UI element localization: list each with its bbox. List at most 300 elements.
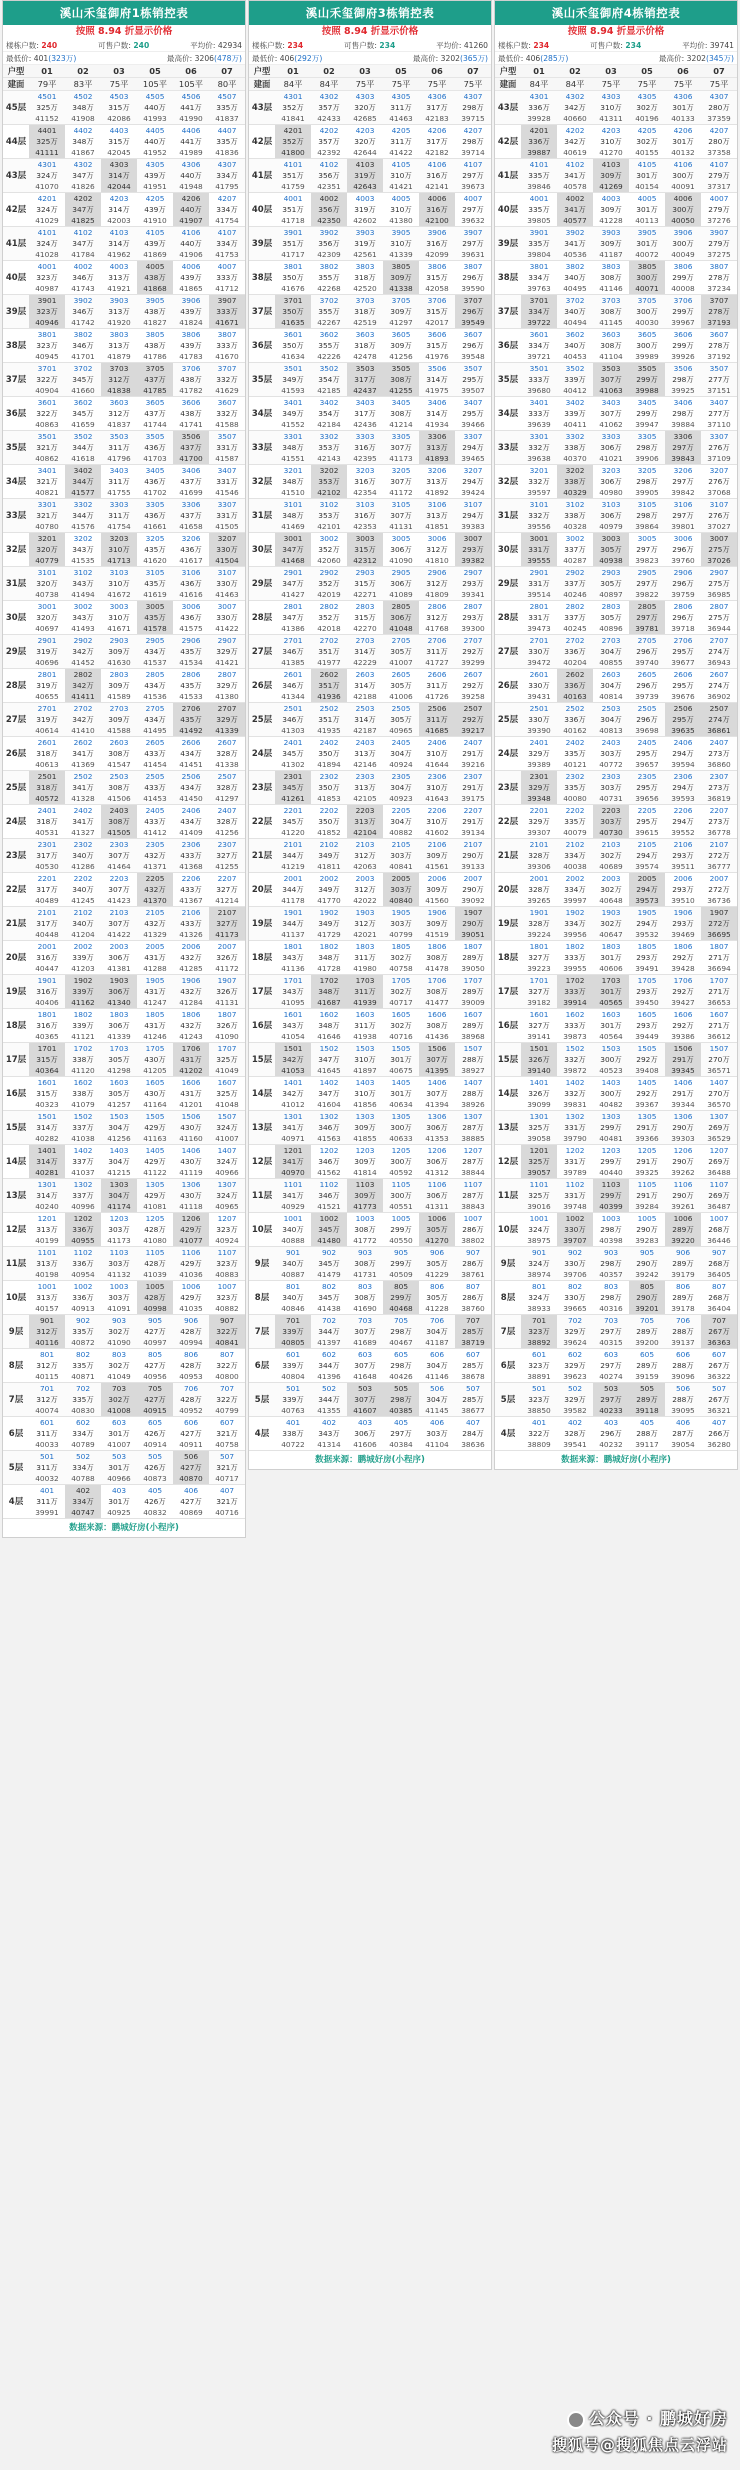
unit-cell[interactable]: 1507 324万 41007 bbox=[215, 1112, 239, 1143]
unit-cell[interactable]: 3203 310万 41713 bbox=[101, 533, 137, 566]
unit-cell[interactable]: 1101 341万 40929 bbox=[281, 1180, 305, 1211]
unit-cell[interactable]: 3901 335万 39804 bbox=[527, 228, 551, 259]
unit-cell[interactable]: 2002 339万 41203 bbox=[71, 942, 95, 973]
unit-cell[interactable]: 1907 326万 41131 bbox=[215, 976, 239, 1007]
unit-cell[interactable]: 401 311万 39991 bbox=[35, 1486, 59, 1517]
unit-cell[interactable]: 1201 341万 40970 bbox=[275, 1145, 311, 1178]
unit-cell[interactable]: 4307 280万 37359 bbox=[707, 92, 731, 123]
unit-cell[interactable]: 2603 304万 40814 bbox=[599, 670, 623, 701]
unit-cell[interactable]: 3107 276万 37027 bbox=[707, 500, 731, 531]
unit-cell[interactable]: 3807 333万 41670 bbox=[215, 330, 239, 361]
unit-cell[interactable]: 3505 299万 39988 bbox=[629, 363, 665, 396]
unit-cell[interactable]: 4203 320万 42644 bbox=[353, 126, 377, 157]
unit-cell[interactable]: 1701 315万 40364 bbox=[29, 1043, 65, 1076]
unit-cell[interactable]: 2807 275万 36944 bbox=[707, 602, 731, 633]
unit-cell[interactable]: 3206 313万 41892 bbox=[425, 466, 449, 497]
unit-cell[interactable]: 4005 301万 40113 bbox=[635, 194, 659, 225]
unit-cell[interactable]: 501 311万 40032 bbox=[35, 1452, 59, 1483]
unit-cell[interactable]: 3707 296万 39549 bbox=[455, 295, 491, 328]
unit-cell[interactable]: 3806 299万 40008 bbox=[671, 262, 695, 293]
unit-cell[interactable]: 1406 430万 41119 bbox=[179, 1146, 203, 1177]
unit-cell[interactable]: 1302 346万 41563 bbox=[317, 1112, 341, 1143]
unit-cell[interactable]: 2205 295万 39615 bbox=[635, 806, 659, 837]
unit-cell[interactable]: 503 307万 41607 bbox=[347, 1383, 383, 1416]
unit-cell[interactable]: 1306 430万 41118 bbox=[179, 1180, 203, 1211]
unit-cell[interactable]: 1603 311万 41938 bbox=[353, 1010, 377, 1041]
unit-cell[interactable]: 1202 336万 40955 bbox=[65, 1213, 101, 1246]
unit-cell[interactable]: 2502 351万 41935 bbox=[317, 704, 341, 735]
unit-cell[interactable]: 1907 272万 36695 bbox=[701, 907, 737, 940]
unit-cell[interactable]: 2606 434万 41451 bbox=[179, 738, 203, 769]
unit-cell[interactable]: 1503 300万 40523 bbox=[599, 1044, 623, 1075]
unit-cell[interactable]: 2702 336万 40204 bbox=[563, 636, 587, 667]
unit-cell[interactable]: 4007 333万 41712 bbox=[215, 262, 239, 293]
unit-cell[interactable]: 2402 341万 41327 bbox=[71, 806, 95, 837]
unit-cell[interactable]: 2007 290万 39092 bbox=[461, 874, 485, 905]
unit-cell[interactable]: 4405 440万 41952 bbox=[143, 126, 167, 157]
unit-cell[interactable]: 3003 315万 42312 bbox=[347, 533, 383, 566]
unit-cell[interactable]: 3202 353万 42102 bbox=[311, 465, 347, 498]
unit-cell[interactable]: 1501 326万 39140 bbox=[521, 1043, 557, 1076]
unit-cell[interactable]: 1402 332万 39831 bbox=[563, 1078, 587, 1109]
unit-cell[interactable]: 506 304万 41145 bbox=[425, 1384, 449, 1415]
unit-cell[interactable]: 1202 346万 41562 bbox=[317, 1146, 341, 1177]
unit-cell[interactable]: 3601 350万 41634 bbox=[281, 330, 305, 361]
unit-cell[interactable]: 3201 320万 40779 bbox=[29, 533, 65, 566]
unit-cell[interactable]: 1403 304万 41215 bbox=[107, 1146, 131, 1177]
unit-cell[interactable]: 2403 313万 42146 bbox=[353, 738, 377, 769]
unit-cell[interactable]: 1007 286万 38802 bbox=[461, 1214, 485, 1245]
unit-cell[interactable]: 3401 333万 39639 bbox=[527, 398, 551, 429]
unit-cell[interactable]: 1305 291万 39366 bbox=[635, 1112, 659, 1143]
unit-cell[interactable]: 3403 317万 42436 bbox=[353, 398, 377, 429]
unit-cell[interactable]: 4201 352万 41800 bbox=[275, 125, 311, 158]
unit-cell[interactable]: 3005 435万 41578 bbox=[137, 601, 173, 634]
unit-cell[interactable]: 1803 301万 40606 bbox=[599, 942, 623, 973]
unit-cell[interactable]: 1805 431万 41246 bbox=[143, 1010, 167, 1041]
unit-cell[interactable]: 602 344万 41396 bbox=[317, 1350, 341, 1381]
unit-cell[interactable]: 4203 310万 41270 bbox=[599, 126, 623, 157]
unit-cell[interactable]: 3506 314万 41975 bbox=[425, 364, 449, 395]
unit-cell[interactable]: 1307 269万 36529 bbox=[707, 1112, 731, 1143]
unit-cell[interactable]: 2806 296万 39718 bbox=[671, 602, 695, 633]
unit-cell[interactable]: 2607 292万 39258 bbox=[461, 670, 485, 701]
unit-cell[interactable]: 3705 300万 40030 bbox=[635, 296, 659, 327]
unit-cell[interactable]: 2905 297万 39822 bbox=[635, 568, 659, 599]
unit-cell[interactable]: 2005 431万 41288 bbox=[143, 942, 167, 973]
unit-cell[interactable]: 2906 312万 41809 bbox=[425, 568, 449, 599]
unit-cell[interactable]: 1002 336万 40913 bbox=[71, 1282, 95, 1313]
unit-cell[interactable]: 2103 312万 42063 bbox=[353, 840, 377, 871]
unit-cell[interactable]: 2405 304万 40924 bbox=[389, 738, 413, 769]
unit-cell[interactable]: 3206 436万 41617 bbox=[179, 534, 203, 565]
unit-cell[interactable]: 2305 304万 40923 bbox=[389, 772, 413, 803]
unit-cell[interactable]: 1401 326万 39099 bbox=[527, 1078, 551, 1109]
unit-cell[interactable]: 3103 310万 41672 bbox=[107, 568, 131, 599]
unit-cell[interactable]: 1006 289万 39220 bbox=[665, 1213, 701, 1246]
unit-cell[interactable]: 4303 314万 42044 bbox=[101, 159, 137, 192]
unit-cell[interactable]: 3007 275万 37026 bbox=[701, 533, 737, 566]
unit-cell[interactable]: 4101 324万 41028 bbox=[35, 228, 59, 259]
unit-cell[interactable]: 407 266万 36280 bbox=[707, 1418, 731, 1449]
unit-cell[interactable]: 1805 302万 40758 bbox=[389, 942, 413, 973]
unit-cell[interactable]: 707 285万 38719 bbox=[455, 1315, 491, 1348]
unit-cell[interactable]: 1103 303万 41132 bbox=[107, 1248, 131, 1279]
unit-cell[interactable]: 3306 297万 39843 bbox=[665, 431, 701, 464]
unit-cell[interactable]: 2003 302万 40648 bbox=[599, 874, 623, 905]
unit-cell[interactable]: 2102 349万 41811 bbox=[317, 840, 341, 871]
unit-cell[interactable]: 607 285万 38678 bbox=[461, 1350, 485, 1381]
unit-cell[interactable]: 1407 270万 36570 bbox=[707, 1078, 731, 1109]
unit-cell[interactable]: 4102 341万 40578 bbox=[563, 160, 587, 191]
unit-cell[interactable]: 701 323万 38892 bbox=[521, 1315, 557, 1348]
unit-cell[interactable]: 3902 341万 40536 bbox=[563, 228, 587, 259]
unit-cell[interactable]: 2101 344万 41219 bbox=[281, 840, 305, 871]
unit-cell[interactable]: 2307 291万 39175 bbox=[461, 772, 485, 803]
unit-cell[interactable]: 2606 311万 41726 bbox=[425, 670, 449, 701]
unit-cell[interactable]: 4407 335万 41836 bbox=[215, 126, 239, 157]
unit-cell[interactable]: 3903 313万 41920 bbox=[107, 296, 131, 327]
unit-cell[interactable]: 1807 271万 36694 bbox=[707, 942, 731, 973]
unit-cell[interactable]: 406 287万 39054 bbox=[671, 1418, 695, 1449]
unit-cell[interactable]: 1007 268万 36446 bbox=[707, 1214, 731, 1245]
unit-cell[interactable]: 2907 293万 39341 bbox=[461, 568, 485, 599]
unit-cell[interactable]: 3003 310万 41671 bbox=[107, 602, 131, 633]
unit-cell[interactable]: 3406 437万 41699 bbox=[179, 466, 203, 497]
unit-cell[interactable]: 3503 307万 41063 bbox=[593, 363, 629, 396]
unit-cell[interactable]: 3105 298万 39864 bbox=[635, 500, 659, 531]
unit-cell[interactable]: 3907 333万 41671 bbox=[209, 295, 245, 328]
unit-cell[interactable]: 4005 310万 41380 bbox=[389, 194, 413, 225]
unit-cell[interactable]: 3405 436万 41702 bbox=[143, 466, 167, 497]
unit-cell[interactable]: 3605 300万 39989 bbox=[635, 330, 659, 361]
unit-cell[interactable]: 802 345万 41438 bbox=[317, 1282, 341, 1313]
unit-cell[interactable]: 3702 340万 40494 bbox=[563, 296, 587, 327]
unit-cell[interactable]: 4303 310万 41311 bbox=[599, 92, 623, 123]
unit-cell[interactable]: 2906 296万 39759 bbox=[671, 568, 695, 599]
unit-cell[interactable]: 2205 304万 40882 bbox=[389, 806, 413, 837]
unit-cell[interactable]: 4103 309万 41269 bbox=[593, 159, 629, 192]
unit-cell[interactable]: 3701 350万 41635 bbox=[275, 295, 311, 328]
unit-cell[interactable]: 1502 332万 39872 bbox=[563, 1044, 587, 1075]
unit-cell[interactable]: 2005 303万 40840 bbox=[383, 873, 419, 906]
unit-cell[interactable]: 1107 323万 40883 bbox=[215, 1248, 239, 1279]
unit-cell[interactable]: 2303 307万 41464 bbox=[107, 840, 131, 871]
unit-cell[interactable]: 2602 341万 41369 bbox=[71, 738, 95, 769]
unit-cell[interactable]: 3002 337万 40287 bbox=[563, 534, 587, 565]
unit-cell[interactable]: 2503 304万 40813 bbox=[599, 704, 623, 735]
unit-cell[interactable]: 4003 319万 42602 bbox=[353, 194, 377, 225]
unit-cell[interactable]: 1406 291万 39344 bbox=[671, 1078, 695, 1109]
unit-cell[interactable]: 801 312万 40115 bbox=[35, 1350, 59, 1381]
unit-cell[interactable]: 805 299万 40468 bbox=[383, 1281, 419, 1314]
unit-cell[interactable]: 3607 278万 37192 bbox=[707, 330, 731, 361]
unit-cell[interactable]: 2805 297万 39781 bbox=[629, 601, 665, 634]
unit-cell[interactable]: 3405 299万 39947 bbox=[635, 398, 659, 429]
unit-cell[interactable]: 2805 306万 41048 bbox=[383, 601, 419, 634]
unit-cell[interactable]: 702 335万 40830 bbox=[71, 1384, 95, 1415]
unit-cell[interactable]: 2401 329万 39389 bbox=[527, 738, 551, 769]
unit-cell[interactable]: 3301 321万 40780 bbox=[35, 500, 59, 531]
unit-cell[interactable]: 403 301万 40925 bbox=[107, 1486, 131, 1517]
unit-cell[interactable]: 3303 311万 41754 bbox=[107, 500, 131, 531]
unit-cell[interactable]: 3105 435万 41619 bbox=[143, 568, 167, 599]
unit-cell[interactable]: 4105 301万 40154 bbox=[635, 160, 659, 191]
unit-cell[interactable]: 2101 328万 39306 bbox=[527, 840, 551, 871]
unit-cell[interactable]: 2502 336万 40162 bbox=[563, 704, 587, 735]
unit-cell[interactable]: 3401 349万 41552 bbox=[281, 398, 305, 429]
unit-cell[interactable]: 2103 307万 41422 bbox=[107, 908, 131, 939]
unit-cell[interactable]: 1003 308万 41772 bbox=[353, 1214, 377, 1245]
unit-cell[interactable]: 4107 297万 39673 bbox=[461, 160, 485, 191]
unit-cell[interactable]: 3405 308万 41214 bbox=[389, 398, 413, 429]
unit-cell[interactable]: 4001 323万 40987 bbox=[35, 262, 59, 293]
unit-cell[interactable]: 1103 309万 41773 bbox=[347, 1179, 383, 1212]
unit-cell[interactable]: 1105 291万 39284 bbox=[635, 1180, 659, 1211]
unit-cell[interactable]: 1407 324万 40966 bbox=[215, 1146, 239, 1177]
unit-cell[interactable]: 2803 305万 40896 bbox=[599, 602, 623, 633]
unit-cell[interactable]: 1601 327万 39141 bbox=[527, 1010, 551, 1041]
unit-cell[interactable]: 2501 346万 41303 bbox=[281, 704, 305, 735]
unit-cell[interactable]: 2702 351万 41977 bbox=[317, 636, 341, 667]
unit-cell[interactable]: 3407 331万 41546 bbox=[215, 466, 239, 497]
unit-cell[interactable]: 3706 299万 39967 bbox=[671, 296, 695, 327]
unit-cell[interactable]: 2405 295万 39657 bbox=[635, 738, 659, 769]
unit-cell[interactable]: 405 426万 40832 bbox=[143, 1486, 167, 1517]
unit-cell[interactable]: 3307 294万 39465 bbox=[461, 432, 485, 463]
unit-cell[interactable]: 2801 347万 41386 bbox=[281, 602, 305, 633]
unit-cell[interactable]: 3205 435万 41620 bbox=[143, 534, 167, 565]
unit-cell[interactable]: 1706 292万 39427 bbox=[671, 976, 695, 1007]
unit-cell[interactable]: 2001 316万 40447 bbox=[35, 942, 59, 973]
unit-cell[interactable]: 1905 431万 41247 bbox=[143, 976, 167, 1007]
unit-cell[interactable]: 2303 303万 40731 bbox=[599, 772, 623, 803]
unit-cell[interactable]: 2103 302万 40689 bbox=[599, 840, 623, 871]
unit-cell[interactable]: 2907 329万 41421 bbox=[215, 636, 239, 667]
unit-cell[interactable]: 2406 434万 41409 bbox=[179, 806, 203, 837]
unit-cell[interactable]: 2806 312万 41768 bbox=[425, 602, 449, 633]
unit-cell[interactable]: 1705 293万 39450 bbox=[635, 976, 659, 1007]
unit-cell[interactable]: 4306 301万 40133 bbox=[671, 92, 695, 123]
unit-cell[interactable]: 4302 342万 40660 bbox=[563, 92, 587, 123]
unit-cell[interactable]: 3302 338万 40370 bbox=[563, 432, 587, 463]
unit-cell[interactable]: 1003 298万 40398 bbox=[599, 1214, 623, 1245]
unit-cell[interactable]: 2905 306万 41089 bbox=[389, 568, 413, 599]
unit-cell[interactable]: 4301 352万 41841 bbox=[281, 92, 305, 123]
unit-cell[interactable]: 3807 296万 39590 bbox=[461, 262, 485, 293]
unit-cell[interactable]: 1301 325万 39058 bbox=[527, 1112, 551, 1143]
unit-cell[interactable]: 1902 339万 41162 bbox=[65, 975, 101, 1008]
unit-cell[interactable]: 1405 429万 41122 bbox=[143, 1146, 167, 1177]
unit-cell[interactable]: 403 296万 40232 bbox=[599, 1418, 623, 1449]
unit-cell[interactable]: 3805 300万 40071 bbox=[629, 261, 665, 294]
unit-cell[interactable]: 1006 429万 41035 bbox=[179, 1282, 203, 1313]
unit-cell[interactable]: 1201 325万 39057 bbox=[521, 1145, 557, 1178]
unit-cell[interactable]: 4305 311万 41463 bbox=[389, 92, 413, 123]
unit-cell[interactable]: 2807 293万 39300 bbox=[461, 602, 485, 633]
unit-cell[interactable]: 2406 294万 39594 bbox=[671, 738, 695, 769]
unit-cell[interactable]: 4206 317万 42182 bbox=[425, 126, 449, 157]
unit-cell[interactable]: 1903 312万 42021 bbox=[353, 908, 377, 939]
unit-cell[interactable]: 1607 271万 36612 bbox=[707, 1010, 731, 1041]
unit-cell[interactable]: 2306 433万 41368 bbox=[179, 840, 203, 871]
unit-cell[interactable]: 3906 439万 41824 bbox=[179, 296, 203, 327]
unit-cell[interactable]: 4006 316万 42100 bbox=[419, 193, 455, 226]
unit-cell[interactable]: 4201 324万 41029 bbox=[35, 194, 59, 225]
unit-cell[interactable]: 2707 274万 36943 bbox=[707, 636, 731, 667]
unit-cell[interactable]: 1401 342万 41012 bbox=[281, 1078, 305, 1109]
unit-cell[interactable]: 2507 292万 39217 bbox=[455, 703, 491, 736]
unit-cell[interactable]: 1602 333万 39873 bbox=[563, 1010, 587, 1041]
unit-cell[interactable]: 4203 314万 42003 bbox=[107, 194, 131, 225]
unit-cell[interactable]: 1301 314万 40240 bbox=[35, 1180, 59, 1211]
unit-cell[interactable]: 3903 309万 41187 bbox=[599, 228, 623, 259]
unit-cell[interactable]: 2601 330万 39431 bbox=[527, 670, 551, 701]
unit-cell[interactable]: 4001 335万 39805 bbox=[527, 194, 551, 225]
unit-cell[interactable]: 3906 316万 42099 bbox=[425, 228, 449, 259]
unit-cell[interactable]: 3706 438万 41782 bbox=[179, 364, 203, 395]
unit-cell[interactable]: 1903 302万 40647 bbox=[599, 908, 623, 939]
unit-cell[interactable]: 1205 428万 41080 bbox=[143, 1214, 167, 1245]
unit-cell[interactable]: 3807 278万 37234 bbox=[707, 262, 731, 293]
unit-cell[interactable]: 3105 307万 41131 bbox=[389, 500, 413, 531]
unit-cell[interactable]: 3006 436万 41575 bbox=[179, 602, 203, 633]
unit-cell[interactable]: 2401 318万 40531 bbox=[35, 806, 59, 837]
unit-cell[interactable]: 1406 307万 41394 bbox=[425, 1078, 449, 1109]
unit-cell[interactable]: 1505 429万 41163 bbox=[143, 1112, 167, 1143]
unit-cell[interactable]: 1405 292万 39367 bbox=[635, 1078, 659, 1109]
unit-cell[interactable]: 2506 434万 41450 bbox=[179, 772, 203, 803]
unit-cell[interactable]: 3005 306万 41090 bbox=[389, 534, 413, 565]
unit-cell[interactable]: 4003 313万 41921 bbox=[107, 262, 131, 293]
unit-cell[interactable]: 802 330万 39665 bbox=[563, 1282, 587, 1313]
unit-cell[interactable]: 3407 295万 39466 bbox=[461, 398, 485, 429]
unit-cell[interactable]: 3306 313万 41893 bbox=[419, 431, 455, 464]
unit-cell[interactable]: 403 306万 41606 bbox=[353, 1418, 377, 1449]
unit-cell[interactable]: 4207 280万 37358 bbox=[707, 126, 731, 157]
unit-cell[interactable]: 2803 315万 42270 bbox=[353, 602, 377, 633]
unit-cell[interactable]: 2503 308万 41506 bbox=[107, 772, 131, 803]
unit-cell[interactable]: 2706 295万 39677 bbox=[671, 636, 695, 667]
unit-cell[interactable]: 807 286万 38760 bbox=[461, 1282, 485, 1313]
unit-cell[interactable]: 902 335万 40872 bbox=[71, 1316, 95, 1347]
unit-cell[interactable]: 3707 332万 41629 bbox=[215, 364, 239, 395]
unit-cell[interactable]: 1807 326万 41090 bbox=[215, 1010, 239, 1041]
unit-cell[interactable]: 3207 330万 41504 bbox=[209, 533, 245, 566]
unit-cell[interactable]: 2605 433万 41454 bbox=[143, 738, 167, 769]
unit-cell[interactable]: 2305 432万 41371 bbox=[143, 840, 167, 871]
unit-cell[interactable]: 2805 434万 41536 bbox=[143, 670, 167, 701]
unit-cell[interactable]: 1905 294万 39532 bbox=[635, 908, 659, 939]
unit-cell[interactable]: 3003 305万 40938 bbox=[593, 533, 629, 566]
unit-cell[interactable]: 2802 337万 40245 bbox=[563, 602, 587, 633]
unit-cell[interactable]: 2402 350万 41894 bbox=[317, 738, 341, 769]
unit-cell[interactable]: 706 428万 40952 bbox=[179, 1384, 203, 1415]
unit-cell[interactable]: 3205 307万 41172 bbox=[389, 466, 413, 497]
unit-cell[interactable]: 1706 308万 41477 bbox=[425, 976, 449, 1007]
unit-cell[interactable]: 1802 339万 41121 bbox=[71, 1010, 95, 1041]
unit-cell[interactable]: 1402 337万 41037 bbox=[71, 1146, 95, 1177]
unit-cell[interactable]: 606 427万 40911 bbox=[179, 1418, 203, 1449]
unit-cell[interactable]: 2202 350万 41852 bbox=[317, 806, 341, 837]
unit-cell[interactable]: 1601 315万 40323 bbox=[35, 1078, 59, 1109]
unit-cell[interactable]: 1305 300万 40633 bbox=[389, 1112, 413, 1143]
unit-cell[interactable]: 503 301万 40966 bbox=[107, 1452, 131, 1483]
unit-cell[interactable]: 1003 303万 41091 bbox=[107, 1282, 131, 1313]
unit-cell[interactable]: 1605 293万 39449 bbox=[635, 1010, 659, 1041]
unit-cell[interactable]: 3607 296万 39548 bbox=[461, 330, 485, 361]
unit-cell[interactable]: 3702 355万 42267 bbox=[317, 296, 341, 327]
unit-cell[interactable]: 1807 289万 39050 bbox=[461, 942, 485, 973]
unit-cell[interactable]: 2007 272万 36736 bbox=[707, 874, 731, 905]
unit-cell[interactable]: 4502 348万 41908 bbox=[71, 92, 95, 123]
unit-cell[interactable]: 2302 340万 41286 bbox=[71, 840, 95, 871]
unit-cell[interactable]: 1802 348万 41728 bbox=[317, 942, 341, 973]
unit-cell[interactable]: 2502 341万 41328 bbox=[71, 772, 95, 803]
unit-cell[interactable]: 705 289万 39200 bbox=[635, 1316, 659, 1347]
unit-cell[interactable]: 3402 354万 42184 bbox=[317, 398, 341, 429]
unit-cell[interactable]: 1502 347万 41645 bbox=[317, 1044, 341, 1075]
unit-cell[interactable]: 4402 348万 41867 bbox=[71, 126, 95, 157]
unit-cell[interactable]: 3505 308万 41255 bbox=[383, 363, 419, 396]
unit-cell[interactable]: 1207 323万 40924 bbox=[215, 1214, 239, 1245]
unit-cell[interactable]: 1703 301万 40565 bbox=[593, 975, 629, 1008]
unit-cell[interactable]: 3203 306万 40980 bbox=[599, 466, 623, 497]
unit-cell[interactable]: 603 297万 40274 bbox=[599, 1350, 623, 1381]
unit-cell[interactable]: 501 323万 38850 bbox=[527, 1384, 551, 1415]
unit-cell[interactable]: 2207 327万 41214 bbox=[215, 874, 239, 905]
unit-cell[interactable]: 3107 294万 39383 bbox=[461, 500, 485, 531]
unit-cell[interactable]: 4205 302万 40155 bbox=[635, 126, 659, 157]
unit-cell[interactable]: 3302 344万 41576 bbox=[71, 500, 95, 531]
unit-cell[interactable]: 4302 347万 41826 bbox=[71, 160, 95, 191]
unit-cell[interactable]: 1906 432万 41284 bbox=[179, 976, 203, 1007]
unit-cell[interactable]: 2303 313万 42105 bbox=[353, 772, 377, 803]
unit-cell[interactable]: 1106 306万 41311 bbox=[425, 1180, 449, 1211]
unit-cell[interactable]: 2105 303万 40841 bbox=[389, 840, 413, 871]
unit-cell[interactable]: 1005 299万 40550 bbox=[389, 1214, 413, 1245]
unit-cell[interactable]: 3501 333万 39680 bbox=[527, 364, 551, 395]
unit-cell[interactable]: 601 339万 40804 bbox=[281, 1350, 305, 1381]
unit-cell[interactable]: 1605 430万 41164 bbox=[143, 1078, 167, 1109]
unit-cell[interactable]: 3905 301万 40072 bbox=[635, 228, 659, 259]
unit-cell[interactable]: 1502 337万 41038 bbox=[71, 1112, 95, 1143]
unit-cell[interactable]: 1307 324万 40965 bbox=[215, 1180, 239, 1211]
unit-cell[interactable]: 1906 309万 41519 bbox=[425, 908, 449, 939]
unit-cell[interactable]: 1703 305万 41298 bbox=[107, 1044, 131, 1075]
unit-cell[interactable]: 901 340万 40887 bbox=[281, 1248, 305, 1279]
unit-cell[interactable]: 1701 327万 39182 bbox=[527, 976, 551, 1007]
unit-cell[interactable]: 3702 345万 41660 bbox=[71, 364, 95, 395]
unit-cell[interactable]: 1207 269万 36488 bbox=[707, 1146, 731, 1177]
unit-cell[interactable]: 1906 293万 39469 bbox=[671, 908, 695, 939]
unit-cell[interactable]: 4207 298万 39714 bbox=[461, 126, 485, 157]
unit-cell[interactable]: 1101 325万 39016 bbox=[527, 1180, 551, 1211]
unit-cell[interactable]: 2801 319万 40655 bbox=[35, 670, 59, 701]
unit-cell[interactable]: 3905 310万 41339 bbox=[389, 228, 413, 259]
unit-cell[interactable]: 701 339万 40805 bbox=[275, 1315, 311, 1348]
unit-cell[interactable]: 2701 346万 41385 bbox=[281, 636, 305, 667]
unit-cell[interactable]: 1802 333万 39955 bbox=[563, 942, 587, 973]
unit-cell[interactable]: 402 334万 40747 bbox=[65, 1485, 101, 1518]
unit-cell[interactable]: 2003 306万 41381 bbox=[107, 942, 131, 973]
unit-cell[interactable]: 4001 351万 41718 bbox=[281, 194, 305, 225]
unit-cell[interactable]: 1306 290万 39303 bbox=[671, 1112, 695, 1143]
unit-cell[interactable]: 1205 300万 40592 bbox=[389, 1146, 413, 1177]
unit-cell[interactable]: 3505 436万 41703 bbox=[143, 432, 167, 463]
unit-cell[interactable]: 3502 339万 40412 bbox=[563, 364, 587, 395]
unit-cell[interactable]: 2605 305万 41006 bbox=[389, 670, 413, 701]
